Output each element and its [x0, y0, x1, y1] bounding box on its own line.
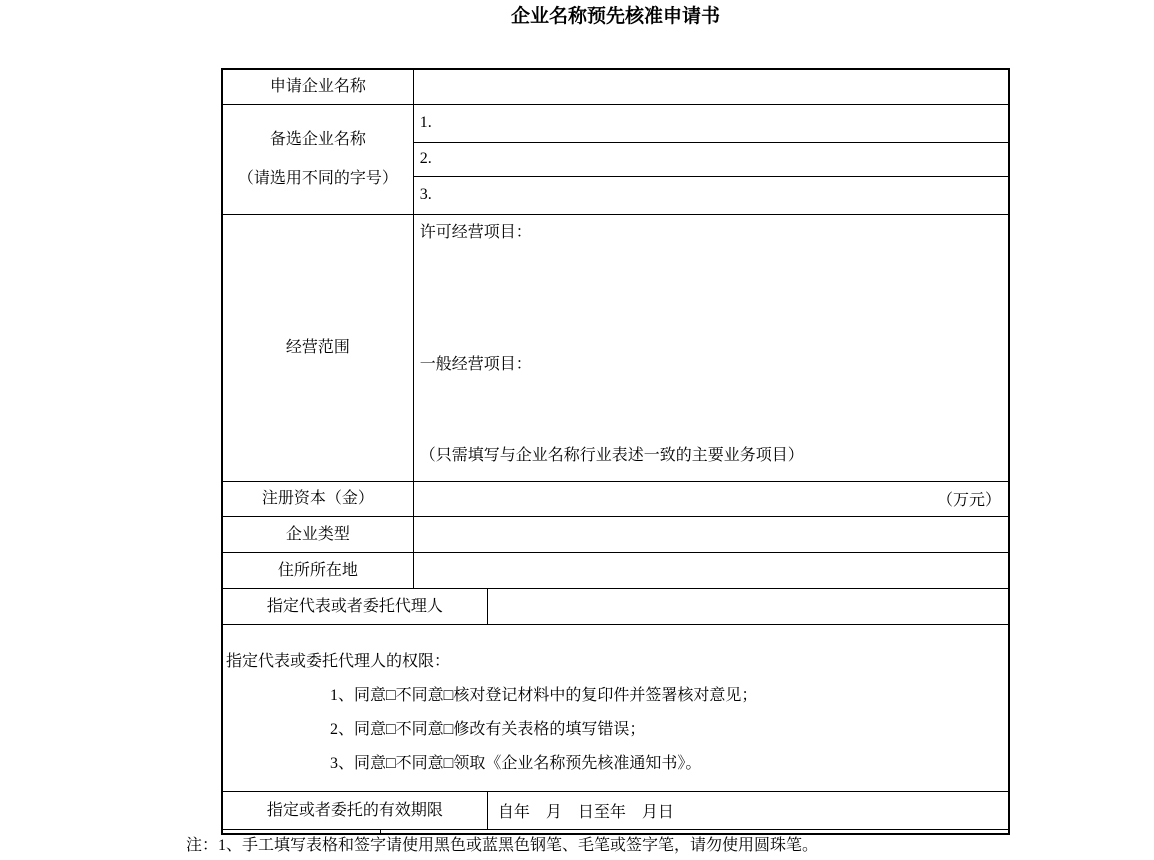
filler-row-divider	[380, 830, 381, 834]
agent-label: 指定代表或者委托代理人	[222, 588, 487, 624]
registered-capital-label: 注册资本（金）	[222, 481, 413, 516]
capital-unit-label: （万元）	[936, 492, 1001, 509]
business-scope-input[interactable]	[413, 214, 1009, 481]
registered-capital-input[interactable]	[413, 481, 1009, 516]
business-scope-label: 经营范围	[222, 214, 413, 481]
business-scope-hint: （只需填写与企业名称行业表述一致的主要业务项目）	[419, 446, 804, 464]
footnote: 注：1、手工填写表格和签字请使用黑色或蓝黑色钢笔、毛笔或签字笔，请勿使用圆珠笔。	[186, 837, 819, 854]
licensed-items-label: 许可经营项目：	[419, 223, 532, 241]
validity-label: 指定或者委托的有效期限	[222, 791, 487, 829]
table-row	[222, 69, 1009, 104]
filler-row-cell	[222, 829, 1009, 834]
alt-names-label	[222, 104, 413, 214]
table-row	[222, 516, 1009, 552]
authority-item-1[interactable]: 1、同意□不同意□核对登记材料中的复印件并签署核对意见；	[330, 687, 758, 704]
enterprise-type-input[interactable]	[413, 516, 1009, 552]
table-row	[222, 829, 1009, 834]
agent-authority-heading: 指定代表或委托代理人的权限：	[226, 653, 451, 670]
table-row	[222, 481, 1009, 516]
authority-item-3[interactable]: 3、同意□不同意□领取《企业名称预先核准通知书》。	[330, 755, 702, 772]
alt-name-3-input[interactable]: 3.	[413, 176, 1009, 214]
table-row	[222, 552, 1009, 588]
alt-names-label-line2: （请选用不同的字号）	[237, 170, 398, 187]
applied-name-input[interactable]	[413, 69, 1009, 104]
alt-names-label-line1: 备选企业名称	[269, 131, 366, 148]
agent-authority-cell	[222, 624, 1009, 791]
alt-name-1-input[interactable]: 1.	[413, 104, 1009, 142]
application-form-table	[221, 68, 1010, 835]
page-title: 企业名称预先核准申请书	[510, 6, 720, 27]
table-row	[222, 624, 1009, 791]
table-row	[222, 214, 1009, 481]
applied-name-label: 申请企业名称	[222, 69, 413, 104]
validity-input[interactable]: 自年 月 日至年 月日	[487, 791, 1009, 829]
enterprise-type-label: 企业类型	[222, 516, 413, 552]
authority-item-2[interactable]: 2、同意□不同意□修改有关表格的填写错误；	[330, 721, 646, 738]
alt-name-2-input[interactable]: 2.	[413, 142, 1009, 176]
residence-label: 住所所在地	[222, 552, 413, 588]
agent-input[interactable]	[487, 588, 1009, 624]
table-row	[222, 791, 1009, 829]
table-row	[222, 588, 1009, 624]
residence-input[interactable]	[413, 552, 1009, 588]
general-items-label: 一般经营项目：	[419, 355, 532, 373]
table-row	[222, 104, 1009, 142]
